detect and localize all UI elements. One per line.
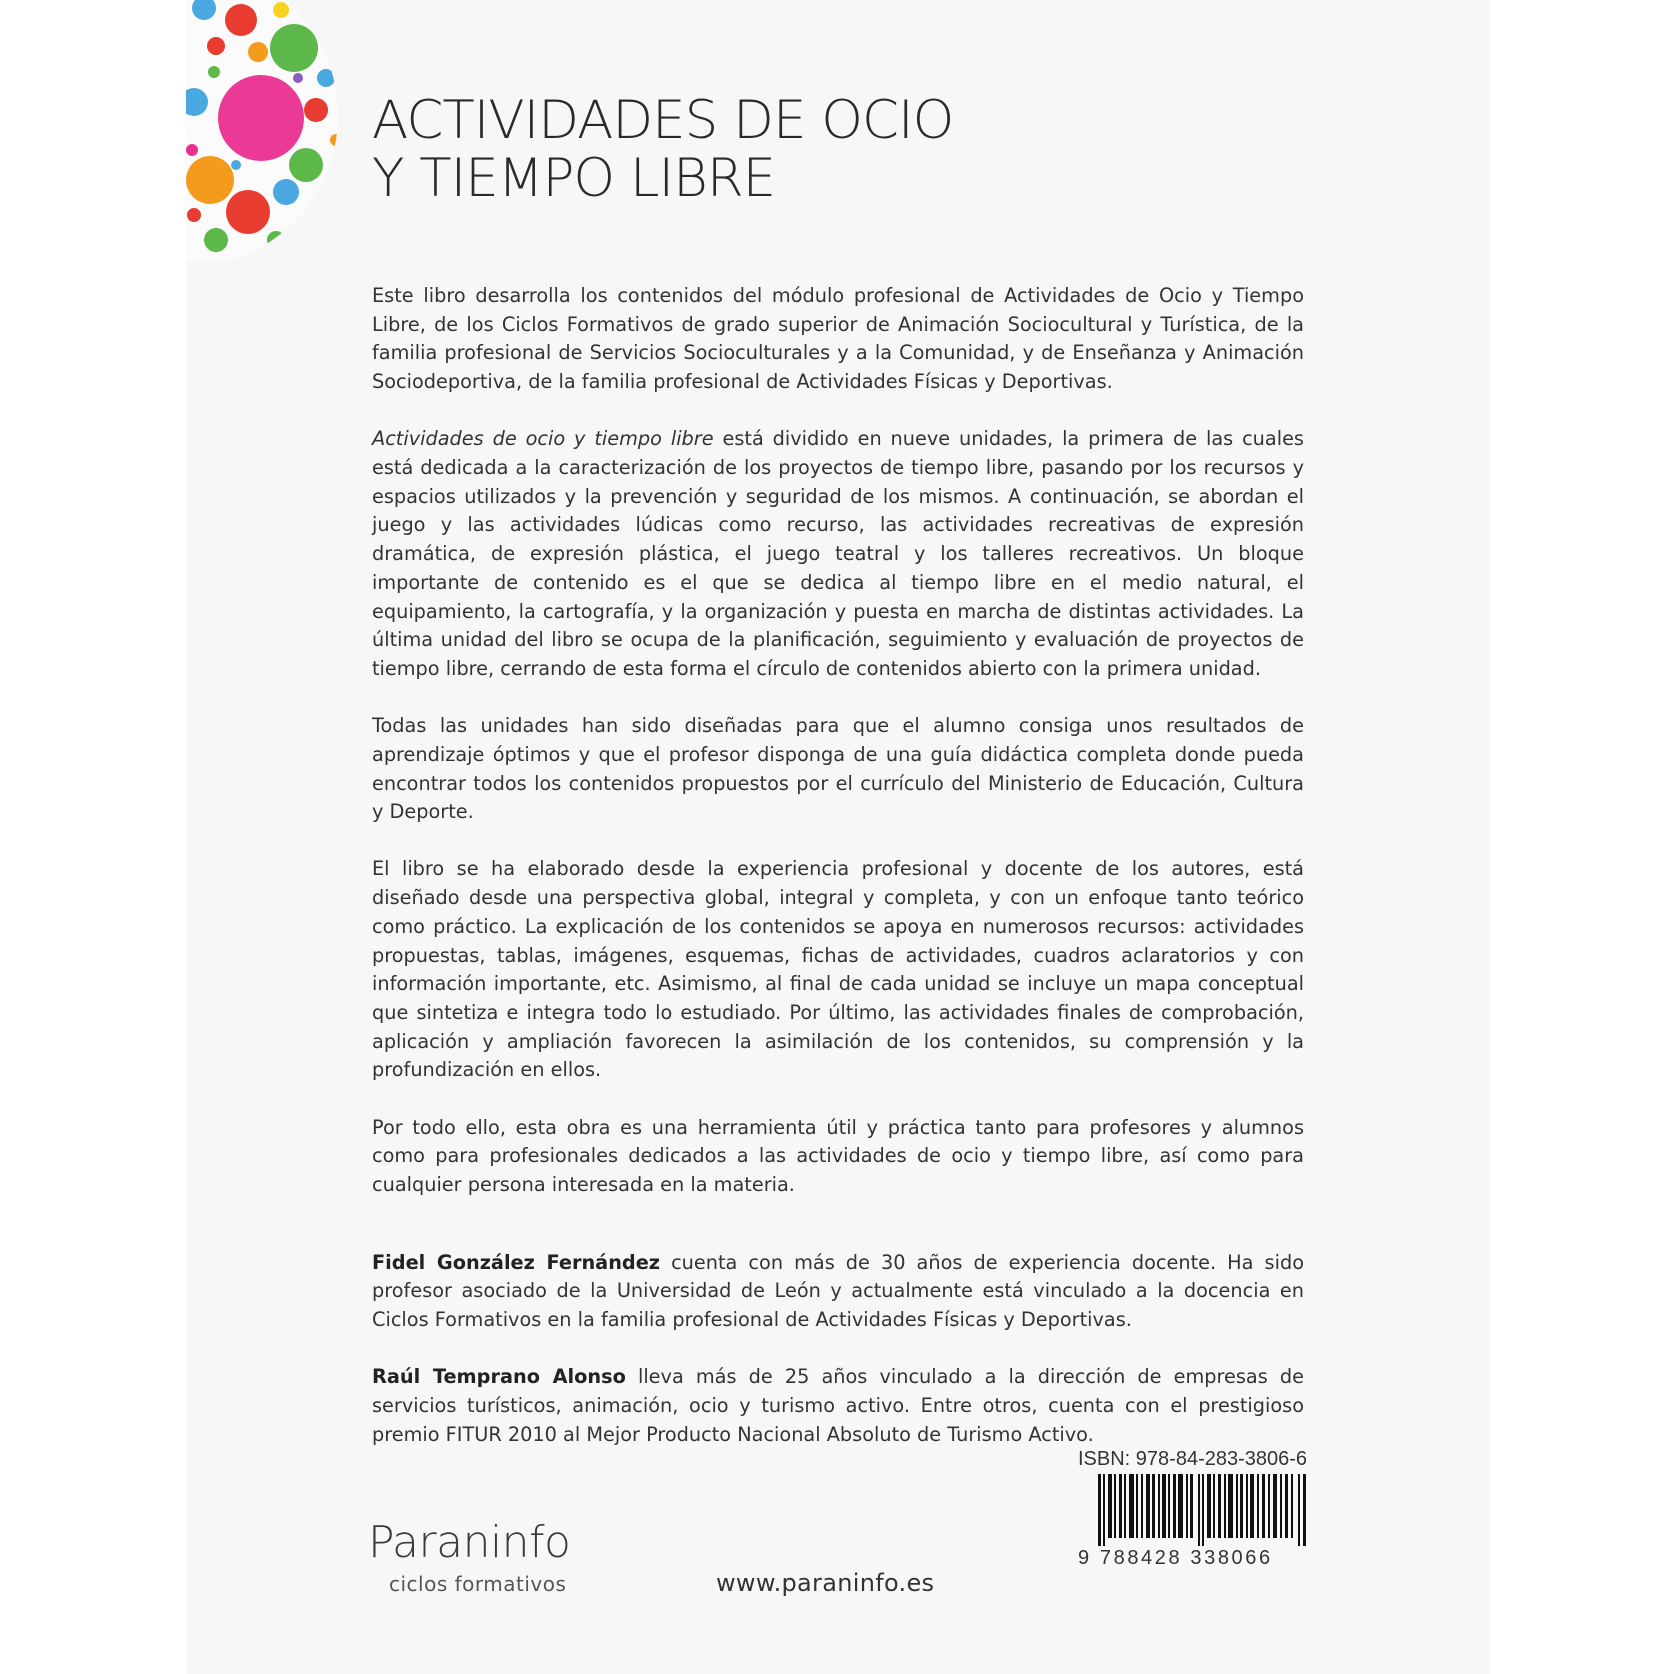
barcode-digits: 9 788428 338066 [1078, 1547, 1273, 1569]
isbn-label: ISBN: 978-84-283-3806-6 [1078, 1448, 1308, 1470]
paragraph-2 [372, 425, 1304, 683]
description-text [372, 282, 1304, 1478]
book-title-italic: Actividades de ocio y tiempo libre [372, 427, 714, 451]
author-1-name: Fidel González Fernández [372, 1250, 661, 1274]
author-1-text: cuenta con más de 30 años de experiencia docente. Ha sido profesor asociado de la Universidad de León y actualmente está vinculado a la docencia en Ciclos Formativos en la familia profesional de Actividades Físicas y Deportivas. [372, 1250, 1304, 1332]
paragraph-1: Este libro desarrolla los contenidos del módulo profesional de Actividades de Ocio y Tiempo Libre, de los Ciclos Formativos de grado superior de Animación Sociocultural y Turística, de la familia profesional de Servicios Socioculturales y a la Comunidad, y de Enseñanza y Animación Sociodeportiva, de la familia profesional de Actividades Físicas y Deportivas. [372, 284, 1304, 394]
book-title-line-2: Y TIEMPO LIBRE [372, 148, 776, 209]
paragraph-2-text: está dividido en nueve unidades, la primera de las cuales está dedicada a la caracterización de los proyectos de tiempo libre, pasando por los recursos y espacios utilizados y la prevención y seguridad de los mismos. A continuación, se abordan el juego y las actividades lúdicas como recurso, las actividades recreativas de expresión dramática, de expresión plástica, el juego teatral y los talleres recreativos. Un bloque importante de contenido es el que se dedica al tiempo libre en el medio natural, el equipamiento, la cartografía, y la organización y puesta en marcha de distintas actividades. La última unidad del libro se ocupa de la planificación, seguimiento y evaluación de proyectos de tiempo libre, cerrando de esta forma el círculo de contenidos abierto con la primera unidad. [372, 427, 1304, 680]
book-back-cover [186, 0, 1490, 1674]
publisher-subtitle: ciclos formativos [389, 1572, 567, 1596]
paragraph-4: El libro se ha elaborado desde la experiencia profesional y docente de los autores, está diseñado desde una perspectiva global, integral y completa, y con un enfoque tanto teórico como práctico. La explicación de los contenidos se apoya en numerosos recursos: actividades propuestas, tablas, imágenes, esquemas, fichas de actividades, cuadros aclaratorios y con información importante, etc. Asimismo, al final de cada unidad se incluye un mapa conceptual que sintetiza e integra todo lo estudiado. Por último, las actividades finales de comprobación, aplicación y ampliación favorecen la asimilación de los contenidos, su comprensión y la profundización en ellos. [372, 857, 1304, 1082]
author-1-bio [372, 1249, 1304, 1335]
author-2-bio [372, 1363, 1304, 1449]
book-title-line-1: ACTIVIDADES DE OCIO [372, 90, 954, 151]
publisher-logo: Paraninfo [368, 1517, 571, 1568]
paragraph-5: Por todo ello, esta obra es una herramienta útil y práctica tanto para profesores y alumnos como para profesionales dedicados a las actividades de ocio y tiempo libre, así como para cualquier persona interesada en la materia. [372, 1115, 1304, 1196]
paragraph-3: Todas las unidades han sido diseñadas para que el alumno consiga unos resultados de aprendizaje óptimos y que el profesor disponga de una guía didáctica completa donde pueda encontrar todos los contenidos propuestos por el currículo del Ministerio de Educación, Cultura y Deporte. [372, 714, 1304, 824]
colored-dots-sphere-icon [186, 0, 356, 262]
author-2-text: lleva más de 25 años vinculado a la dirección de empresas de servicios turísticos, animación, ocio y turismo activo. Entre otros, cuenta con el prestigioso premio FITUR 2010 al Mejor Producto Nacional Absoluto de Turismo Activo. [372, 1365, 1304, 1446]
author-2-name: Raúl Temprano Alonso [372, 1365, 626, 1389]
book-title [372, 92, 953, 208]
publisher-website: www.paraninfo.es [716, 1569, 935, 1597]
barcode-icon [1098, 1474, 1306, 1546]
